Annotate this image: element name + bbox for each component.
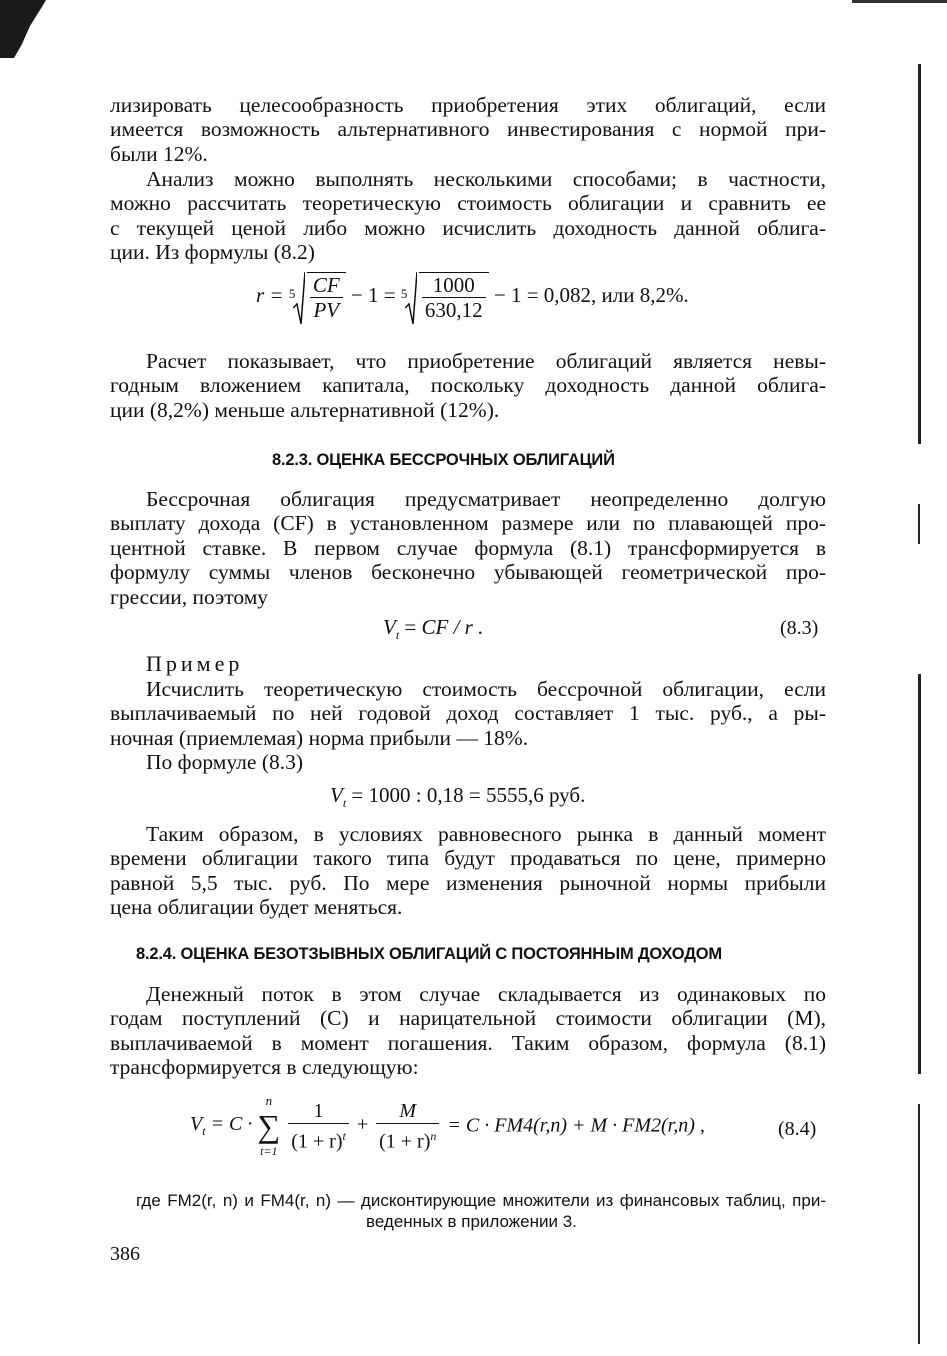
- radical-sign-icon: [293, 272, 305, 326]
- text-line: лизировать целесообразность приобретения этих облигаций, если: [110, 93, 826, 117]
- fifth-root-1: [289, 272, 346, 322]
- text-line: годным вложением капитала, поскольку доходность данной облига-: [110, 373, 826, 398]
- text-line: имеется возможность альтернативного инвестирования с нормой при-: [110, 117, 826, 142]
- paragraph-6: По формуле (8.3): [146, 750, 304, 774]
- formula-yield: [256, 272, 689, 322]
- text-line: выплату дохода (CF) в установленном размере или по плавающей про-: [110, 511, 826, 536]
- formula-perpetual-calc: [330, 783, 585, 811]
- text-line: цена облигации будет меняться.: [110, 895, 403, 920]
- scan-top-rule: [852, 0, 947, 3]
- root-index: 5: [400, 286, 408, 301]
- equation-number-8-4: (8.4): [778, 1118, 817, 1140]
- formula-subscript: t: [202, 1124, 206, 1138]
- text-line: центной ставке. В первом случае формула (8.1) трансформируется в: [110, 535, 826, 560]
- numerator: M: [399, 1099, 417, 1122]
- paragraph-4: [110, 487, 826, 609]
- exponent: n: [430, 1128, 437, 1143]
- text-line: ции. Из формулы (8.2): [110, 240, 315, 265]
- formula-minus: − 1 =: [350, 282, 396, 307]
- paragraph-8: [110, 982, 826, 1080]
- text-line: Анализ можно выполнять несколькими способами; в частности,: [146, 167, 826, 191]
- paragraph-5: [110, 677, 826, 750]
- denominator: PV: [313, 298, 340, 322]
- paragraph-1: [110, 93, 826, 166]
- text-line: ночная (приемлемая) норма прибыли — 18%.: [110, 725, 529, 750]
- numerator: 1000: [422, 273, 486, 298]
- text-line: можно рассчитать теоретическую стоимость облигации и сравнить ее: [110, 191, 826, 216]
- paragraph-3: [110, 349, 826, 422]
- text-line: с текущей ценой либо можно исчислить доходность данной облига-: [110, 215, 826, 240]
- scan-corner-mark: [0, 0, 48, 60]
- formula-lhs: V: [383, 615, 396, 639]
- formula-fixed-income: [190, 1092, 705, 1160]
- formula-lhs: V: [330, 783, 343, 807]
- formula-rhs: = 1000 : 0,18 = 5555,6 руб.: [346, 783, 586, 807]
- formula-lhs: r =: [256, 282, 284, 307]
- text-line: трансформируется в следующую:: [110, 1055, 419, 1080]
- text-line: годам поступлений (C) и нарицательной стоимости облигации (M),: [110, 1006, 826, 1031]
- denominator: 630,12: [424, 298, 483, 322]
- page-number: 386: [110, 1243, 140, 1265]
- example-label: Пример: [146, 651, 244, 676]
- formula-c: = C ·: [205, 1113, 253, 1135]
- text-line: времени облигации такого типа будут продаваться по цене, примерно: [110, 846, 826, 871]
- text-line: грессии, поэтому: [110, 584, 269, 609]
- paragraph-7: [110, 822, 826, 920]
- denominator: (1 + r): [379, 1130, 431, 1153]
- exponent: t: [342, 1128, 346, 1143]
- formula-subscript: t: [342, 796, 347, 811]
- text-line: веденных в приложении 3.: [366, 1212, 577, 1231]
- formula-result: − 1 = 0,082, или 8,2%.: [493, 282, 689, 307]
- equation-number-8-3: (8.3): [780, 617, 819, 639]
- equals-sign: =: [399, 615, 422, 639]
- numerator: CF: [312, 273, 340, 297]
- sum-lower-limit: t=1: [260, 1144, 278, 1158]
- text-line: Таким образом, в условиях равновесного рынка в данный момент: [146, 822, 826, 846]
- text-line: Денежный поток в этом случае складывается из одинаковых по: [146, 982, 826, 1006]
- text-line: выплачиваемый по ней годовой доход составляет 1 тыс. руб., а ры-: [110, 701, 826, 726]
- fifth-root-2: [401, 272, 489, 322]
- section-heading-8-2-3: 8.2.3. ОЦЕНКА БЕССРОЧНЫХ ОБЛИГАЦИЙ: [272, 451, 615, 469]
- formula-rhs: = C · FM4(r,n) + M · FM2(r,n) ,: [447, 1114, 705, 1137]
- root-index: 5: [288, 286, 296, 301]
- text-line: Бессрочная облигация предусматривает неопределенно долгую: [146, 487, 826, 511]
- formula-perpetual: [383, 615, 483, 643]
- formula-subscript: t: [395, 628, 400, 643]
- formula-lhs: V: [190, 1113, 203, 1135]
- text-line: ции (8,2%) меньше альтернативной (12%).: [110, 397, 500, 422]
- text-line: выплачиваемой в момент погашения. Таким образом, формула (8.1): [110, 1030, 826, 1055]
- sum-upper-limit: n: [265, 1093, 273, 1108]
- paragraph-2: [110, 167, 826, 265]
- denominator: (1 + r): [291, 1130, 343, 1153]
- summation: [257, 1092, 280, 1160]
- footnote: [136, 1190, 826, 1232]
- formula-rhs: CF / r .: [421, 615, 484, 639]
- text-line: формулу суммы членов бесконечно убывающей геометрической про-: [110, 560, 826, 585]
- text-line: Расчет показывает, что приобретение облигаций является невы-: [146, 349, 826, 373]
- sigma-icon: ∑: [257, 1108, 281, 1144]
- text-line: были 12%.: [110, 141, 208, 166]
- text-line: равной 5,5 тыс. руб. По мере изменения рыночной нормы прибыли: [110, 870, 826, 895]
- radical-sign-icon: [405, 272, 417, 326]
- text-line: где FM2(r, n) и FM4(r, n) — дисконтирующие множители из финансовых таблиц, при-: [136, 1191, 826, 1210]
- section-heading-8-2-4: 8.2.4. ОЦЕНКА БЕЗОТЗЫВНЫХ ОБЛИГАЦИЙ С ПОСТОЯННЫМ ДОХОДОМ: [136, 945, 722, 963]
- text-line: Исчислить теоретическую стоимость бессрочной облигации, если: [146, 677, 826, 701]
- scan-edge-line: [918, 64, 921, 1344]
- plus-sign: +: [356, 1113, 369, 1136]
- numerator: 1: [288, 1099, 349, 1124]
